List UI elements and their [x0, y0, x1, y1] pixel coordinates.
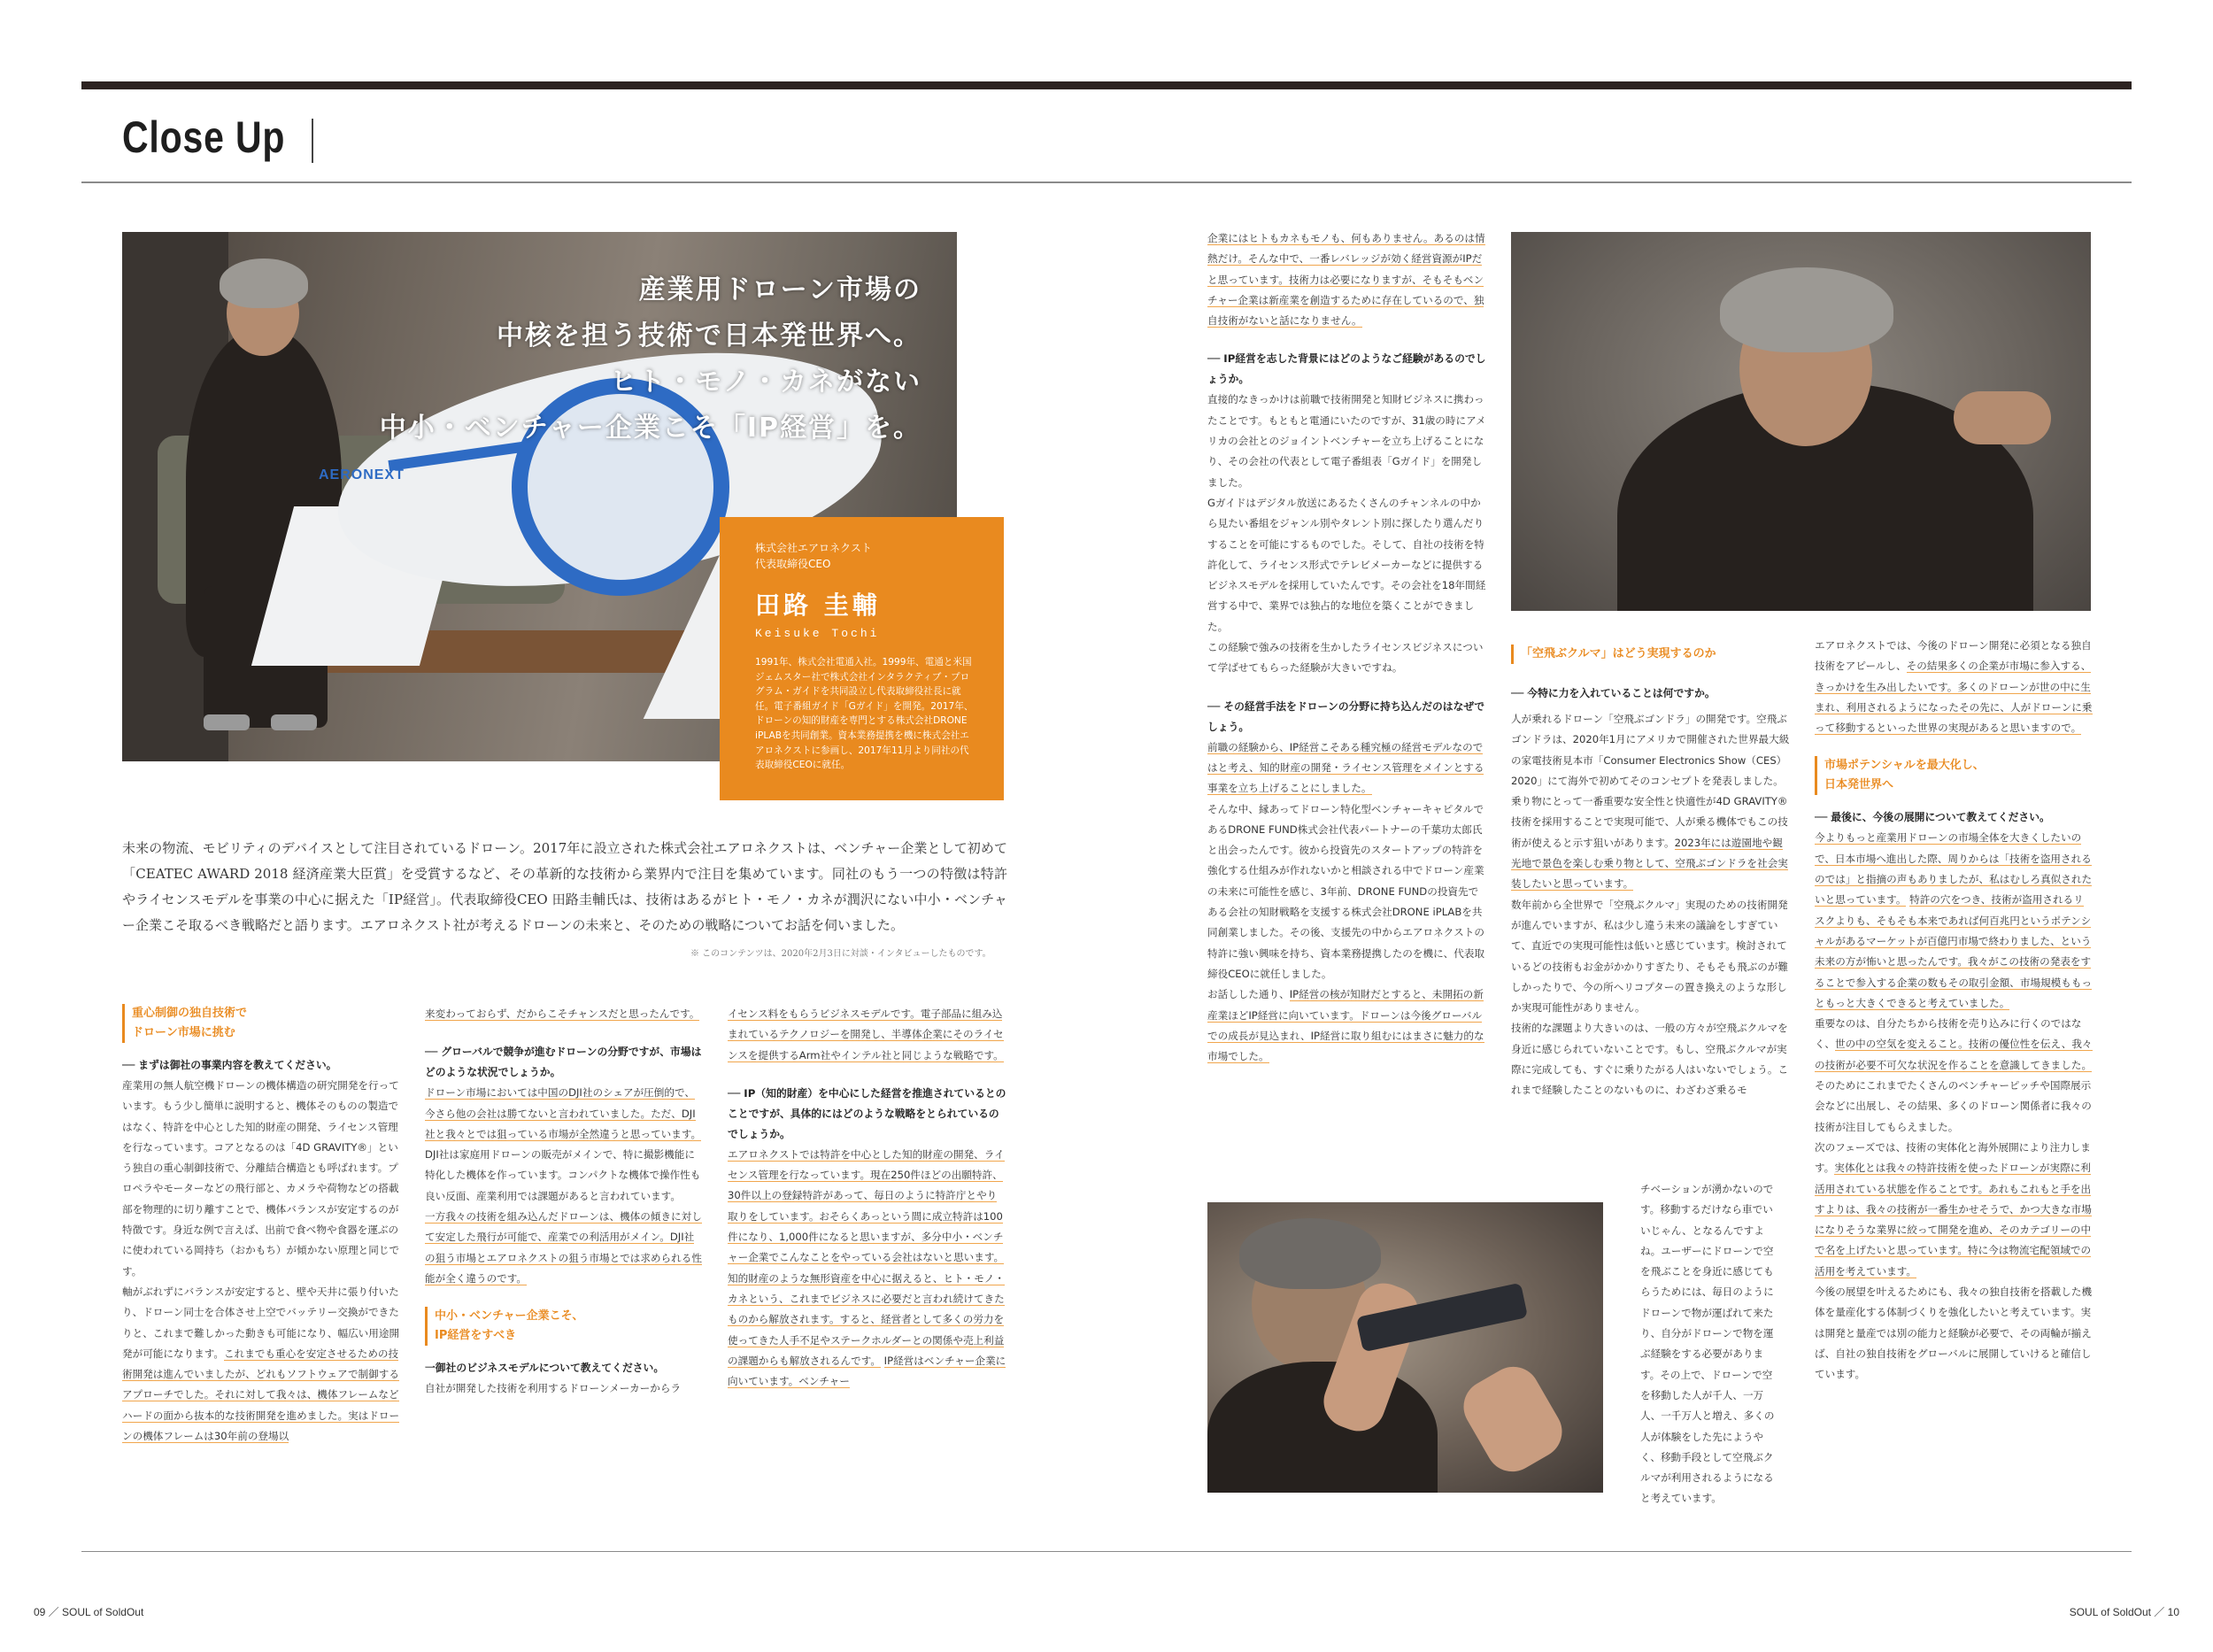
- paragraph: [1511, 709, 1790, 895]
- article-column-2: [425, 1004, 704, 1400]
- paragraph: この経験で強みの技術を生かしたライセンスビジネスについて学ばせてもらった経験が大きいですね。: [1207, 641, 1484, 675]
- hero-headline: [380, 267, 921, 452]
- paragraph: [1815, 636, 2093, 738]
- paragraph: 直接的なきっかけは前職で技術開発と知財ビジネスに携わったことです。もともと電通にいたのですが、31歳の時にアメリカの会社とのジョイントベンチャーを立ち上げることになり、その会社の代表として電子番組表「Gガイド」を開発しました。: [1207, 393, 1486, 489]
- highlighted-text: 一方我々の技術を組み込んだドローンは、機体の傾きに対して安定した飛行が可能で、産業での利活用がメイン。DJI社の狙う市場とエアロネクストの狙う市場とでは求められる性能が全く違うのです。: [425, 1210, 702, 1285]
- section-heading: 「空飛ぶクルマ」はどう実現するのか: [1511, 645, 1790, 664]
- profile-company: 株式会社エアロネクスト: [755, 542, 872, 554]
- highlighted-text: IP経営はベンチャー企業に向いています。ベンチャー: [728, 1354, 1006, 1388]
- paragraph: チベーションが湧かないのです。移動するだけなら車でいいじゃん、となるんですよね。ユーザーにドローンで空を飛ぶことを身近に感じてもらうためには、毎日のようにドローンで物が運ばれて来たり、自分がドローンで物を運ぶ経験をする必要があります。その上で、ドローンで空を移動した人が千人、一万人、一千万人と増え、多くの人が体験をした先にようやく、移動手段として空飛ぶクルマが利用されるようになると考えています。: [1640, 1183, 1775, 1505]
- paragraph-text: 次のフェーズでは、技術の実体化と海外展開により注力します。: [1815, 1140, 2091, 1175]
- question: ── 今特に力を入れていることは何ですか。: [1511, 687, 1716, 699]
- paragraph-text: エアロネクストでは、今後のドローン開発に必須となる独自技術をアピールし、: [1815, 639, 2092, 673]
- paragraph: 技術的な課題より大きいのは、一般の方々が空飛ぶクルマを身近に感じられていないことです。もし、空飛ぶクルマが実際に完成しても、すぐに乗りたがる人はいないでしょう。これまで経験したことのないものに、わざわざ乗るモ: [1511, 1022, 1789, 1097]
- hand-drone-photo: [1207, 1202, 1603, 1493]
- question: 一御社のビジネスモデルについて教えてください。: [425, 1362, 665, 1375]
- highlighted-text: これまでも重心を安定させるための技術開発は進んでいましたが、どれもソフトウェアで制御するアプローチでした。それに対して我々は、機体フレームなどハードの面から抜本的な技術開発を進めました。実はドローンの機体フレームは30年前の登場以: [122, 1347, 400, 1443]
- paragraph-text: 重要なのは、自分たちから技術を売り込みに行くのではなく、: [1815, 1017, 2082, 1051]
- highlighted-text: 知的財産のような無形資産を中心に据えると、ヒト・モノ・カネという、これまでビジネスに必要だと言われ続けてきたものから解放されます。すると、経営者として多くの労力を使ってきた人手不足やステークホルダーとの関係や売上利益の課題からも解放されるんです。: [728, 1271, 1005, 1367]
- paragraph: [1815, 1014, 2093, 1138]
- question: ── まずは御社の事業内容を教えてください。: [122, 1059, 337, 1071]
- highlighted-text: 特許の穴をつき、技術が盗用されるリスクよりも、そもそも本来であれば何百兆円というポテンシャルがあるマーケットが百億円市場で終わりました、という未来の方が怖いと思ったんです。我々がこの技術の発表をすることで参入する企業の数もその取引金額、市場規模ももっともっと大きくできると考えていました。: [1815, 893, 2093, 1009]
- paragraph: Gガイドはデジタル放送にあるたくさんのチャンネルの中から見たい番組をジャンル別やタレント別に探したり選んだりすることを可能にするものでした。そして、自社の技術を特許化して、ライセンス形式でテレビメーカーなどに提供するビジネスモデルを採用していたんです。その会社を18年間経営する中で、業界では独占的な地位を築くことができました。: [1207, 496, 1486, 633]
- paragraph: 産業用の無人航空機ドローンの機体構造の研究開発を行っています。もう少し簡単に説明すると、機体そのものの製造ではなく、特許を中心とした知的財産の開発、ライセンス管理を行なっています。コアとなるのは「4D GRAVITY®」という独自の重心制御技術で、分離結合構造とも呼ばれます。プロペラやモーターなどの飛行部と、カメラや荷物などの搭載部を物理的に切り離すことで、機体バランスが安定するのが特徴です。身近な例で言えば、出前で食べ物や食器を運ぶのに使われている岡持ち（おかもち）が傾かない原理と同じです。: [122, 1079, 400, 1278]
- paragraph: 数年前から全世界で「空飛ぶクルマ」実現のための技術開発が進んでいますが、私は少し違う未来の議論をしすぎていて、直近での実現可能性は低いと感じています。検討されているどの技術もお金がかかりすぎたり、そもそも飛ぶのが難しかったりで、今の所ヘリコプターの置き換えのような形しか実現可能性がありません。: [1511, 898, 1789, 1015]
- paragraph-text: 軸がぶれずにバランスが安定すると、壁や天井に張り付いたり、ドローン同士を合体させ上空でバッテリー交換ができたりと、これまで難しかった動きも可能になり、幅広い用途開発が可能になります。: [122, 1285, 400, 1360]
- portrait-photo-right: [1511, 232, 2091, 611]
- paragraph-text: そのためにこれまでたくさんのベンチャーピッチや国際展示会などに出展し、その結果、多くのドローン関係者に我々の技術が注目してもらえました。: [1815, 1079, 2092, 1133]
- question: ── 最後に、今後の展開について教えてください。: [1815, 811, 2050, 824]
- section-heading: 中小・ベンチャー企業こそ、 IP経営をすべき: [425, 1307, 704, 1346]
- question: ── その経営手法をドローンの分野に持ち込んだのはなぜでしょう。: [1207, 699, 1484, 733]
- paragraph: 自社が開発した技術を利用するドローンメーカーからラ: [425, 1382, 682, 1395]
- paragraph: 今後の展望を叶えるためにも、我々の独自技術を搭載した機体を量産化する体制づくりを強化したいと考えています。実は開発と量産では別の能力と経験が必要で、その両輪が揃えば、自社の独自技術をグローバルに展開していけると確信しています。: [1815, 1285, 2093, 1381]
- highlighted-text: 今よりもっと産業用ドローンの市場全体を大きくしたいので、日本市場へ進出した際、周りからは「技術を盗用されるのでは」と指摘の声もありましたが、私はむしろ真似されたいと思っています。: [1815, 831, 2093, 907]
- title-divider: [312, 119, 313, 163]
- interview-note: ※ このコンテンツは、2020年2月3日に対談・インタビューしたものです。: [690, 949, 991, 959]
- highlighted-text: 2023年には遊園地や観光地で景色を楽しむ乗り物として、空飛ぶゴンドラを社会実装したいと思っています。: [1511, 836, 1788, 891]
- paragraph: [1815, 1138, 2093, 1282]
- article-column-3: [728, 1004, 1006, 1392]
- footer-rule: [81, 1551, 2132, 1552]
- paragraph: 来変わっておらず、だからこそチャンスだと思ったんです。: [425, 1007, 700, 1020]
- article-column-5: [1511, 645, 1790, 1101]
- highlighted-text: 前職の経験から、IP経営こそある種究極の経営モデルなのではと考え、知的財産の開発・ライセンス管理をメインとする事業を立ち上げることにしました。: [1207, 740, 1484, 795]
- highlighted-text: その結果多くの企業が市場に参入する、きっかけを生み出したいです。多くのドローンが世の中に生まれ、利用されるようになったその先に、人がドローンに乗って移動するといった世界の実現があると思いますので。: [1815, 660, 2093, 735]
- profile-box: [720, 517, 1004, 800]
- highlighted-text: 企業にはヒトもカネもモノも、何もありません。あるのは情熱だけ。そんな中で、一番レバレッジが効く経営資源がIPだと思っています。技術力は必要になりますが、そもそもベンチャー企業は新産業を創造するために存在しているので、独自技術がないと話になりません。: [1207, 232, 1485, 328]
- question: ── IP経営を志した背景にはどのようなご経験があるのでしょうか。: [1207, 352, 1486, 386]
- highlighted-text: イセンス料をもらうビジネスモデルです。電子部品に組み込まれているテクノロジーを開発し、半導体企業にそのライセンスを提供するArm社やインテル社と同じような戦略です。: [728, 1007, 1004, 1061]
- article-column-5-continued: [1640, 1179, 1782, 1509]
- profile-role: [755, 540, 872, 572]
- paragraph: [122, 1282, 401, 1447]
- lead-text: 未来の物流、モビリティのデバイスとして注目されているドローン。2017年に設立された株式会社エアロネクストは、ベンチャー企業として初めて「CEATEC AWARD 2018 経済産業大臣賞」を受賞するなど、その革新的な技術から業界内で注目を集めています。同社のもう一つの特徴は特許やライセンスモデルを事業の中心に据えた「IP経営」。代表取締役CEO 田路圭輔氏は、技術はあるがヒト・モノ・カネが潤沢にない中小・ベンチャー企業こそ取るべき戦略だと語ります。エアロネクスト社が考えるドローンの未来と、そのための戦略についてお話を伺いました。: [122, 840, 1007, 933]
- profile-name: 田路 圭輔: [755, 591, 881, 620]
- headline-line: 産業用ドローン市場の: [638, 274, 921, 305]
- question: ── IP（知的財産）を中心にした経営を推進されているとのことですが、具体的にはどのような戦略をとられているのでしょうか。: [728, 1086, 1006, 1140]
- paragraph: そんな中、縁あってドローン特化型ベンチャーキャピタルであるDRONE FUND株式会社代表パートナーの千葉功太郎氏と出会ったんです。彼から投資先のスタートアップの特許を強化する仕組みが作れないかと相談される中でドローン産業の未来に可能性を感じ、3年前、DRONE FUNDの投資先である会社の知財戦略を支援する株式会社DRONE iPLABを共同創業しました。その後、支援先の中からエアロネクストの特許に強い興味を持ち、資本業務提携したのを機に、代表取締役CEOに就任しました。: [1207, 802, 1485, 980]
- section-heading: 市場ポテンシャルを最大化し、 日本発世界へ: [1815, 756, 2093, 795]
- headline-line: ヒト・モノ・カネがない: [610, 367, 921, 398]
- top-rule: [81, 81, 2132, 89]
- highlighted-text: IP経営の核が知財だとすると、未開拓の新産業ほどIP経営に向いています。ドローンは今後グローバルでの成長が見込まれ、IP経営に取り組むにはまさに魅力的な市場でした。: [1207, 988, 1484, 1063]
- highlighted-text: 実体化とは我々の特許技術を使ったドローンが実際に利活用されている状態を作ることです。あれもこれもと手を出すよりは、我々の技術が一番生かせそうで、かつ大きな市場になりそうな業界に絞って開発を進め、そのカテゴリーの中で名を上げたいと思っています。特に今は物流宅配領域での活用を考えています。: [1815, 1162, 2092, 1278]
- section-heading: 重心制御の独自技術で ドローン市場に挑む: [122, 1004, 401, 1043]
- page-number-left: 09 ／ SOUL of SoldOut: [34, 1606, 144, 1618]
- aeronext-logo: AERONEXT: [319, 467, 405, 482]
- header-rule: [81, 181, 2132, 183]
- highlighted-text: エアロネクストでは特許を中心とした知的財産の開発、ライセンス管理を行なっています。現在250件ほどの出願特許、30件以上の登録特許があって、毎日のように特許庁とやり取りをしています。おそらくあっという間に成立特許は100件になり、1,000件になると思いますが、多分中小・ベンチャー企業でこんなことをやっている会社はないと思います。: [728, 1147, 1005, 1264]
- highlighted-text: ドローン市場においては中国のDJI社のシェアが圧倒的で、今さら他の会社は勝てないと言われていました。ただ、DJI社と我々とでは狙っている市場が全然違うと思っています。: [425, 1086, 702, 1140]
- article-column-6: [1815, 636, 2093, 1386]
- profile-romaji: Keisuke Tochi: [755, 627, 880, 640]
- paragraph: [1207, 984, 1486, 1067]
- paragraph: DJI社は家庭用ドローンの販売がメインで、特に撮影機能に特化した機体を作っています。コンパクトな機体で操作性も良い反面、産業利用では課題があると言われています。: [425, 1148, 701, 1202]
- page-number-right: SOUL of SoldOut ／ 10: [2069, 1606, 2179, 1618]
- page-title: Close Up: [122, 112, 286, 162]
- paragraph-text: お話しした通り、: [1207, 988, 1290, 1001]
- profile-bio: 1991年、株式会社電通入社。1999年、電通と米国ジェムスター社で株式会社インタラクティブ・プログラム・ガイドを共同設立し代表取締役社長に就任。電子番組ガイド「Gガイド」を開発。2017年、ドローンの知的財産を専門とする株式会社DRONE iPLABを共同創業。資本業務提携を機に株式会社エアロネクストに参画し、2017年11月より同社の代表取締役CEOに就任。: [755, 657, 974, 771]
- headline-line: 中核を担う技術で日本発世界へ。: [497, 320, 921, 351]
- question: ── グローバルで競争が進むドローンの分野ですが、市場はどのような状況でしょうか。: [425, 1046, 702, 1079]
- article-column-4: [1207, 228, 1486, 1067]
- highlighted-text: 世の中の空気を変えること。技術の優位性を伝え、我々の技術が必要不可欠な状況を作ることを意識してきました。: [1815, 1038, 2093, 1071]
- profile-title: 代表取締役CEO: [755, 558, 831, 570]
- article-column-1: [122, 1004, 401, 1447]
- paragraph-text: 人が乗れるドローン「空飛ぶゴンドラ」の開発です。空飛ぶゴンドラは、2020年1月にアメリカで開催された世界最大級の家電技術見本市「Consumer Electronics Show（CES）2020」にて海外で初めてそのコンセプトを発表しました。乗り物にとって一番重要な安全性と快適性が4D GRAVITY®技術を採用することで実現可能で、人が乗る機体でもこの技術が使えると示す狙いがあります。: [1511, 713, 1790, 849]
- headline-line: 中小・ベンチャー企業こそ「IP経営」を。: [379, 413, 921, 444]
